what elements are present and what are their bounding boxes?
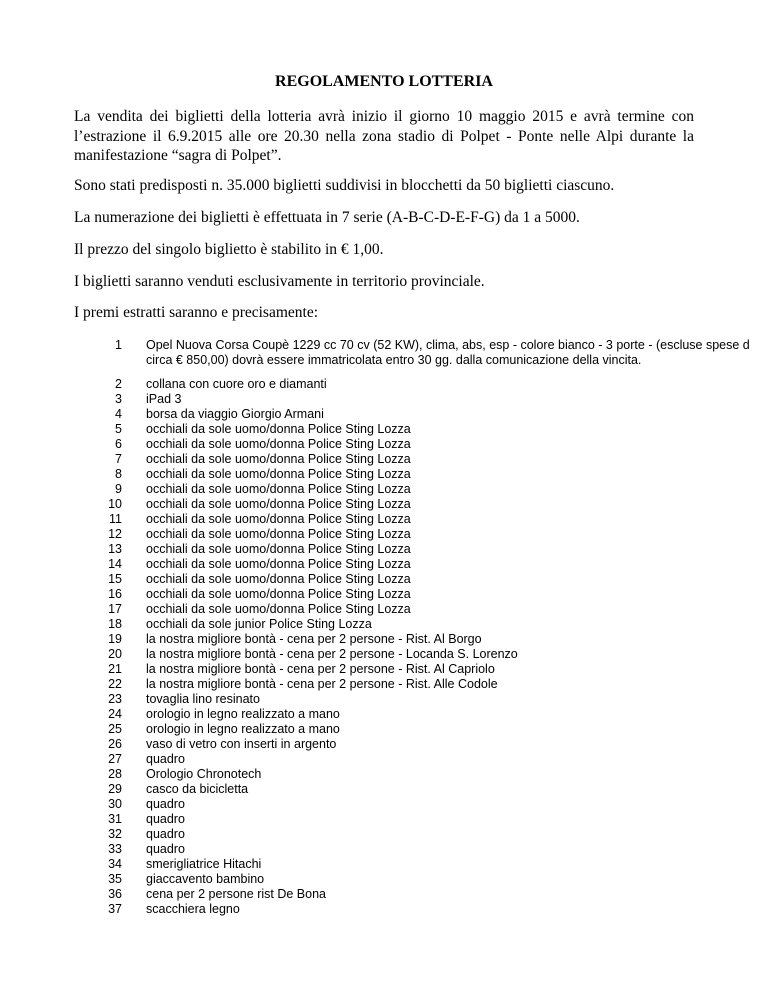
prize-description: borsa da viaggio Giorgio Armani (146, 407, 324, 421)
prize-number: 35 (108, 872, 122, 886)
prize-row (0, 827, 768, 842)
prize-description: collana con cuore oro e diamanti (146, 377, 327, 391)
prize-number: 14 (108, 557, 122, 571)
prize-description: occhiali da sole uomo/donna Police Sting Lozza (146, 467, 411, 481)
prize-number: 21 (108, 662, 122, 676)
prize-row (0, 737, 768, 752)
prize-row (0, 452, 768, 467)
prize-number: 5 (115, 422, 122, 436)
prize-row (0, 842, 768, 857)
prize-description: occhiali da sole junior Police Sting Lozza (146, 617, 372, 631)
prize-number: 24 (108, 707, 122, 721)
prize-description: la nostra migliore bontà - cena per 2 persone - Rist. Alle Codole (146, 677, 498, 691)
document-title: REGOLAMENTO LOTTERIA (275, 73, 493, 90)
prize-description: occhiali da sole uomo/donna Police Sting Lozza (146, 527, 411, 541)
prize-list (0, 377, 768, 917)
prize-row (0, 557, 768, 572)
prize-number: 26 (108, 737, 122, 751)
prize-description: la nostra migliore bontà - cena per 2 persone - Locanda S. Lorenzo (146, 647, 518, 661)
prize-description: vaso di vetro con inserti in argento (146, 737, 337, 751)
prize-row (0, 512, 768, 527)
prize-row (0, 767, 768, 782)
prize-row (0, 497, 768, 512)
prize-number: 34 (108, 857, 122, 871)
prize-description: occhiali da sole uomo/donna Police Sting Lozza (146, 512, 411, 526)
paragraph-prizes-intro: I premi estratti saranno e precisamente: (74, 304, 319, 321)
prize-number: 10 (108, 497, 122, 511)
prize-row (0, 752, 768, 767)
prize-description: quadro (146, 752, 185, 766)
prize-number: 27 (108, 752, 122, 766)
prize-description: Orologio Chronotech (146, 767, 262, 781)
prize-row (0, 377, 768, 392)
prize-description: occhiali da sole uomo/donna Police Sting Lozza (146, 542, 411, 556)
prize-description: cena per 2 persone rist De Bona (146, 887, 326, 901)
prize-row (0, 902, 768, 917)
prize-description: quadro (146, 827, 185, 841)
prize-row (0, 872, 768, 887)
prize-row (0, 407, 768, 422)
prize-description: scacchiera legno (146, 902, 240, 916)
prize-number: 31 (108, 812, 122, 826)
paragraph-territory: I biglietti saranno venduti esclusivamente in territorio provinciale. (74, 273, 485, 290)
prize-description: quadro (146, 842, 185, 856)
prize-number: 33 (108, 842, 122, 856)
prize-number: 4 (115, 407, 122, 421)
prize-row (0, 797, 768, 812)
prize-number: 9 (115, 482, 122, 496)
prize-description: occhiali da sole uomo/donna Police Sting Lozza (146, 497, 411, 511)
prize-row (0, 632, 768, 647)
prize-description: casco da bicicletta (146, 782, 249, 796)
prize-description: occhiali da sole uomo/donna Police Sting Lozza (146, 482, 411, 496)
prize-row (0, 722, 768, 737)
prize-number: 32 (108, 827, 122, 841)
prize-number: 13 (108, 542, 122, 556)
prize-description: tovaglia lino resinato (146, 692, 260, 706)
prize-row (0, 707, 768, 722)
prize-description: orologio in legno realizzato a mano (146, 722, 340, 736)
prize-description: occhiali da sole uomo/donna Police Sting Lozza (146, 587, 411, 601)
prize-number: 25 (108, 722, 122, 736)
prize-number: 20 (108, 647, 122, 661)
prize-row (0, 602, 768, 617)
paragraph-sale-period: La vendita dei biglietti della lotteria avrà inizio il giorno 10 maggio 2015 e avrà termine con l’estrazione il 6.9.2015 alle ore 20.30 nella zona stadio di Polpet - Ponte nelle Alpi durante la manifestazione “sagra di Polpet”. (74, 108, 694, 164)
prize-row (0, 587, 768, 602)
prize-number: 36 (108, 887, 122, 901)
prize-row (0, 812, 768, 827)
prize-number: 18 (108, 617, 122, 631)
prize-number: 1 (115, 338, 122, 352)
prize-number: 12 (108, 527, 122, 541)
prize-number: 15 (108, 572, 122, 586)
prize-number: 2 (115, 377, 122, 391)
prize-row (0, 887, 768, 902)
prize-description: occhiali da sole uomo/donna Police Sting Lozza (146, 437, 411, 451)
paragraph-numbering: La numerazione dei biglietti è effettuata in 7 serie (A-B-C-D-E-F-G) da 1 a 5000. (74, 209, 580, 226)
prize-description: giaccavento bambino (146, 872, 265, 886)
prize-number: 7 (115, 452, 122, 466)
prize-row (0, 392, 768, 407)
prize-row (0, 782, 768, 797)
prize-row (0, 467, 768, 482)
prize-row (0, 437, 768, 452)
prize-description: iPad 3 (146, 392, 182, 406)
prize-number: 22 (108, 677, 122, 691)
prize-description: quadro (146, 812, 185, 826)
prize-row (0, 692, 768, 707)
prize-number: 8 (115, 467, 122, 481)
prize-number: 37 (108, 902, 122, 916)
paragraph-price: Il prezzo del singolo biglietto è stabilito in € 1,00. (74, 241, 384, 258)
prize-number: 3 (115, 392, 122, 406)
prize-description: orologio in legno realizzato a mano (146, 707, 340, 721)
prize-description: occhiali da sole uomo/donna Police Sting Lozza (146, 557, 411, 571)
prize-row (0, 647, 768, 662)
prize-description: smerigliatrice Hitachi (146, 857, 262, 871)
paragraph-ticket-count: Sono stati predisposti n. 35.000 biglietti suddivisi in blocchetti da 50 biglietti ciascuno. (74, 177, 615, 194)
prize-row (0, 482, 768, 497)
prize-description-line-2: circa € 850,00) dovrà essere immatricolata entro 30 gg. dalla comunicazione della vincita. (146, 353, 642, 367)
prize-description: occhiali da sole uomo/donna Police Sting Lozza (146, 602, 411, 616)
prize-row (0, 857, 768, 872)
prize-number: 19 (108, 632, 122, 646)
prize-description: occhiali da sole uomo/donna Police Sting Lozza (146, 452, 411, 466)
prize-number: 16 (108, 587, 122, 601)
prize-description: la nostra migliore bontà - cena per 2 persone - Rist. Al Capriolo (146, 662, 495, 676)
prize-number: 6 (115, 437, 122, 451)
prize-row (0, 422, 768, 437)
prize-description: occhiali da sole uomo/donna Police Sting Lozza (146, 572, 411, 586)
prize-description: quadro (146, 797, 185, 811)
prize-row (0, 617, 768, 632)
prize-description-line-1: Opel Nuova Corsa Coupè 1229 cc 70 cv (52 KW), clima, abs, esp - colore bianco - 3 porte - (escluse spese d (146, 338, 750, 352)
prize-row (0, 572, 768, 587)
prize-description: la nostra migliore bontà - cena per 2 persone - Rist. Al Borgo (146, 632, 482, 646)
prize-row (0, 527, 768, 542)
prize-row (0, 677, 768, 692)
prize-number: 29 (108, 782, 122, 796)
prize-number: 23 (108, 692, 122, 706)
prize-number: 11 (109, 512, 122, 526)
prize-description (146, 338, 768, 368)
prize-description: occhiali da sole uomo/donna Police Sting Lozza (146, 422, 411, 436)
prize-number: 17 (108, 602, 122, 616)
prize-number: 30 (108, 797, 122, 811)
prize-row (0, 662, 768, 677)
prize-number: 28 (108, 767, 122, 781)
prize-row (0, 542, 768, 557)
